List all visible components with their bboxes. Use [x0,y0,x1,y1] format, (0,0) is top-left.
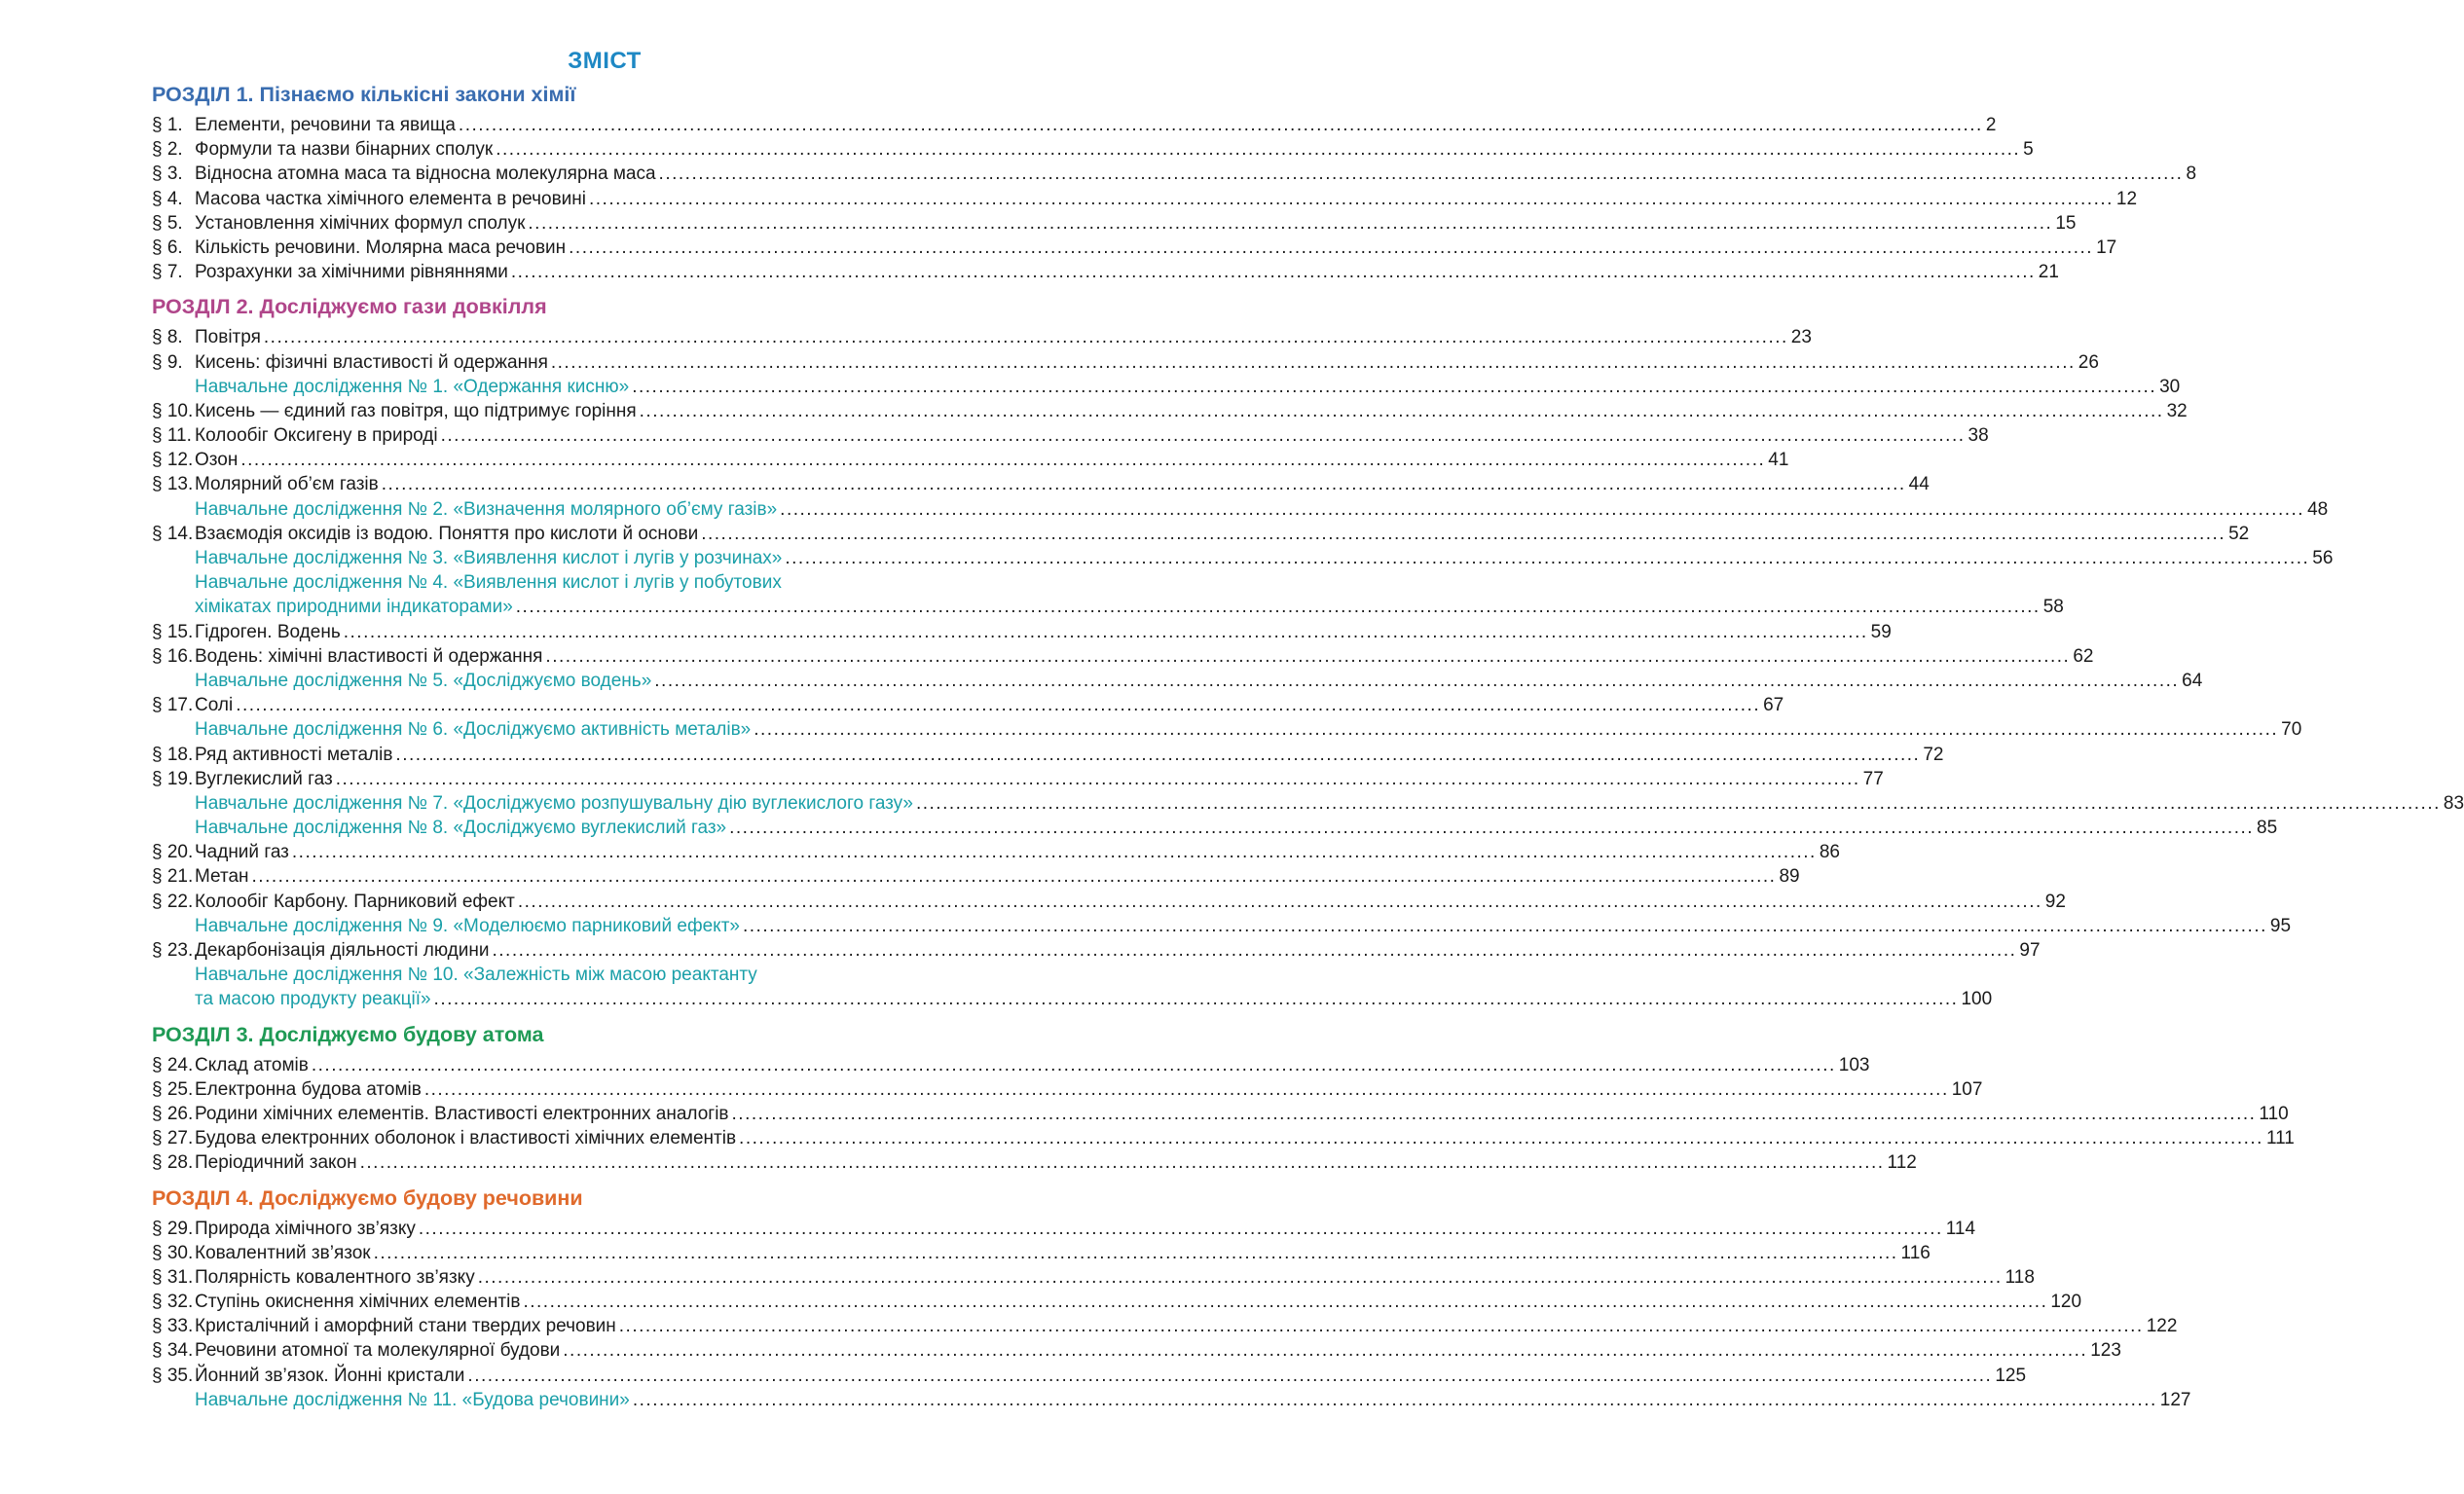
paragraph-number: § 16. [152,645,194,667]
page-number: 48 [2307,498,2329,520]
entry-title: Розрахунки за хімічними рівняннями [195,262,508,283]
entry-title: Ряд активності металів [195,744,393,765]
paragraph-number: § 18. [152,744,194,765]
dot-leader [563,1338,2087,1363]
entry-title: Кількість речовини. Молярна маса речовин [195,237,567,258]
dot-leader [545,644,2070,669]
dot-leader [516,595,2041,619]
dot-leader [478,1265,2003,1290]
paragraph-number: § 34. [152,1340,194,1362]
paragraph-number: § 29. [152,1218,194,1239]
entry-title: Природа хімічного зв’язку [195,1218,416,1239]
dot-leader [633,1388,2157,1412]
page-number: 100 [1961,989,1993,1010]
paragraph-number: § 13. [152,474,194,495]
page-number: 12 [2115,188,2138,209]
entry-title: Навчальне дослідження № 10. «Залежність між масою реактанту [195,965,757,986]
toc-lab-entry[interactable] [152,963,1057,987]
page-number: 5 [2023,139,2034,161]
entry-title: Періодичний закон [195,1152,357,1174]
toc-lab-entry[interactable] [152,375,2181,399]
dot-leader [739,1126,2263,1150]
dot-leader [518,890,2042,914]
dot-leader [419,1217,1943,1241]
dot-leader [434,987,1959,1011]
entry-title: Відносна атомна маса та відносна молекулярна маса [195,164,656,185]
paragraph-number: § 3. [152,164,183,185]
toc-entry[interactable] [152,1217,1976,1241]
entry-title: Навчальне дослідження № 7. «Досліджуємо розпушувальну дію вуглекислого газу» [195,792,913,814]
page-number: 116 [1900,1242,1931,1263]
paragraph-number: § 9. [152,351,183,373]
toc-lab-entry[interactable] [152,816,2278,840]
dot-leader [551,350,2076,375]
paragraph-number: § 24. [152,1054,194,1075]
toc-lab-entry[interactable] [152,791,2464,816]
dot-leader [252,864,1777,889]
paragraph-number: § 2. [152,139,183,161]
page-number: 83 [2443,792,2464,814]
paragraph-number: § 26. [152,1103,194,1124]
dot-leader [732,1102,2257,1126]
page-number: 120 [2050,1292,2082,1313]
entry-title: Повітря [195,327,261,348]
page-number: 107 [1951,1078,1983,1100]
entry-title: Молярний об’єм газів [195,474,379,495]
dot-leader [523,1290,2047,1314]
entry-title: Полярність ковалентного зв’язку [195,1266,475,1288]
paragraph-number: § 28. [152,1152,194,1174]
page-number: 110 [2259,1103,2289,1124]
entry-title: Електронна будова атомів [195,1078,422,1100]
dot-leader [569,236,2093,260]
paragraph-number: § 15. [152,621,194,642]
toc-entry[interactable] [152,840,1840,864]
entry-title: Кисень: фізичні властивості й одержання [195,351,548,373]
page-number: 41 [1768,450,1789,471]
dot-leader [240,448,1765,472]
entry-title: Чадний газ [195,842,289,863]
dot-leader [785,546,2309,570]
paragraph-number: § 20. [152,842,194,863]
entry-title: Навчальне дослідження № 11. «Будова речовини» [195,1389,630,1410]
toc-entry[interactable] [152,1053,1870,1077]
toc-entry[interactable] [152,1150,1917,1175]
entry-title: Ковалентний зв’язок [195,1242,371,1263]
entry-title: Масова частка хімічного елемента в речовині [195,188,586,209]
entry-title: Гідроген. Водень [195,621,341,642]
paragraph-number: § 1. [152,115,183,135]
page-number: 70 [2281,719,2302,741]
entry-title: Формули та назви бінарних сполук [195,139,494,161]
page-number: 2 [1985,115,1997,135]
toc-entry[interactable] [152,1338,2121,1363]
dot-leader [374,1241,1898,1265]
dot-leader [754,717,2278,742]
entry-title: Озон [195,450,239,471]
paragraph-number: § 30. [152,1242,194,1263]
page-number: 127 [2159,1389,2191,1410]
dot-leader [632,375,2156,399]
paragraph-number: § 31. [152,1266,194,1288]
entry-title: Йонний зв’язок. Йонні кристали [195,1365,465,1386]
toc-entry[interactable] [152,187,2138,211]
entry-title: Кисень — єдиний газ повітря, що підтримує горіння [195,400,637,421]
toc-entry[interactable] [152,1290,2082,1314]
toc-entry[interactable] [152,137,2034,162]
paragraph-number: § 10. [152,400,194,421]
toc-entry[interactable] [152,1265,2035,1290]
toc-entry[interactable] [152,162,2197,186]
paragraph-number: § 23. [152,940,194,961]
toc-lab-entry[interactable] [152,1388,2191,1412]
toc-entry[interactable] [152,644,2094,669]
toc-entry[interactable] [152,1126,2295,1150]
dot-leader [467,1364,1992,1388]
dot-leader [701,522,2225,546]
page-number: 67 [1763,695,1784,716]
dot-leader [916,791,2441,816]
entry-title: Колообіг Оксигену в природі [195,425,438,447]
dot-leader [292,840,1817,864]
page-number: 123 [2090,1340,2121,1362]
toc-entry[interactable] [152,399,2188,423]
paragraph-number: § 14. [152,523,194,544]
toc-entry[interactable] [152,236,2117,260]
toc-entry[interactable] [152,1314,2178,1338]
toc-lab-entry[interactable] [152,546,2334,570]
page-number: 59 [1870,621,1892,642]
page-number: 62 [2073,645,2094,667]
entry-title: Взаємодія оксидів із водою. Поняття про кислоти й основи [195,523,699,544]
paragraph-number: § 12. [152,450,194,471]
entry-title: Будова електронних оболонок і властивості хімічних елементів [195,1128,737,1149]
page-number: 56 [2312,548,2334,568]
entry-title: Солі [195,695,234,716]
toc-lab-entry[interactable] [152,914,2292,938]
toc-entry[interactable] [152,211,2077,236]
entry-title: Навчальне дослідження № 8. «Досліджуємо вуглекислий газ» [195,818,727,839]
dot-leader [589,187,2114,211]
toc-entry[interactable] [152,350,2099,375]
entry-title: Водень: хімічні властивості й одержання [195,645,543,667]
paragraph-number: § 32. [152,1292,194,1313]
page-number: 58 [2042,597,2064,618]
page-number: 64 [2182,670,2203,691]
page-number: 8 [2186,164,2197,185]
toc-lab-entry[interactable] [152,717,2302,742]
toc-lab-entry[interactable] [152,570,1057,595]
page-number: 103 [1838,1054,1870,1075]
page-number: 77 [1862,768,1884,789]
dot-leader [441,423,1966,448]
dot-leader [312,1053,1836,1077]
entry-title: Навчальне дослідження № 3. «Виявлення кислот і лугів у розчинах» [195,548,783,568]
dot-leader [395,743,1920,767]
page-number: 38 [1968,425,1989,447]
page-number: 92 [2044,891,2066,912]
entry-title: Навчальне дослідження № 2. «Визначення молярного об’єму газів» [195,498,778,520]
entry-title: Навчальне дослідження № 1. «Одержання кисню» [195,376,630,397]
paragraph-number: § 4. [152,188,183,209]
toc-entry[interactable] [152,1364,2027,1388]
dot-leader [654,669,2179,693]
toc-entry[interactable] [152,448,1789,472]
entry-title: Метан [195,866,249,888]
entry-title: Декарбонізація діяльності людини [195,940,490,961]
dot-leader [492,938,2016,963]
toc-entry[interactable] [152,1077,1983,1102]
toc-entry[interactable] [152,938,2041,963]
entry-title: Склад атомів [195,1054,309,1075]
paragraph-number: § 17. [152,695,194,716]
page-number: 30 [2159,376,2181,397]
section-heading: РОЗДІЛ 3. Досліджуємо будову атома [152,1022,544,1046]
entry-title: Кристалічний і аморфний стани твердих речовин [195,1316,616,1337]
toc-entry[interactable] [152,767,1884,791]
toc-entry[interactable] [152,620,1892,644]
toc-entry[interactable] [152,260,2059,284]
toc-entry[interactable] [152,113,1997,137]
toc-entry[interactable] [152,472,1930,496]
page-number: 118 [2004,1266,2035,1288]
entry-title: Ступінь окиснення хімічних елементів [195,1292,521,1313]
dot-leader [496,137,2020,162]
dot-leader [511,260,2036,284]
page-number: 85 [2257,818,2278,839]
entry-title: Речовини атомної та молекулярної будови [195,1340,561,1362]
dot-leader [619,1314,2144,1338]
toc-entry[interactable] [152,864,1800,889]
section-heading: РОЗДІЛ 4. Досліджуємо будову речовини [152,1185,583,1210]
page-number: 21 [2038,262,2059,283]
page-number: 97 [2019,940,2041,961]
entry-title: хімікатах природними індикаторами» [195,597,513,618]
page-number: 122 [2146,1316,2178,1337]
paragraph-number: § 21. [152,866,194,888]
entry-title: та масою продукту реакції» [195,989,431,1010]
dot-leader [424,1077,1949,1102]
page-number: 52 [2228,523,2250,544]
dot-leader [336,767,1860,791]
page-title: ЗМІСТ [568,48,642,74]
toc-lab-entry[interactable] [152,595,2064,619]
toc-entry[interactable] [152,693,1784,717]
toc-entry[interactable] [152,890,2066,914]
entry-title: Навчальне дослідження № 5. «Досліджуємо водень» [195,670,652,691]
toc-lab-entry[interactable] [152,669,2203,693]
toc-entry[interactable] [152,423,1989,448]
entry-title: Установлення хімічних формул сполук [195,212,526,234]
paragraph-number: § 33. [152,1316,194,1337]
page-number: 112 [1887,1152,1917,1174]
entry-title: Колообіг Карбону. Парниковий ефект [195,891,515,912]
paragraph-number: § 22. [152,891,194,912]
page-number: 89 [1779,866,1800,888]
toc-lab-entry[interactable] [152,987,1993,1011]
entry-title: Навчальне дослідження № 4. «Виявлення кислот і лугів у побутових [195,572,782,594]
dot-leader [264,325,1788,349]
entry-title: Родини хімічних елементів. Властивості електронних аналогів [195,1103,729,1124]
dot-leader [236,693,1760,717]
page-number: 26 [2078,351,2099,373]
entry-title: Елементи, речовини та явища [195,115,456,135]
dot-leader [459,113,1983,137]
paragraph-number: § 5. [152,212,183,234]
page-number: 86 [1819,842,1840,863]
paragraph-number: § 35. [152,1365,194,1386]
page-number: 44 [1908,474,1930,495]
page-number: 72 [1923,744,1944,765]
page-number: 111 [2265,1128,2295,1149]
dot-leader [360,1150,1885,1175]
dot-leader [344,620,1868,644]
dot-leader [729,816,2254,840]
paragraph-number: § 8. [152,327,183,348]
page-number: 114 [1945,1218,1976,1239]
entry-title: Навчальне дослідження № 6. «Досліджуємо активність металів» [195,719,752,741]
dot-leader [780,497,2304,522]
paragraph-number: § 27. [152,1128,194,1149]
page-number: 32 [2166,400,2188,421]
page-number: 23 [1790,327,1812,348]
paragraph-number: § 19. [152,768,194,789]
toc-entry[interactable] [152,743,1944,767]
section-heading: РОЗДІЛ 2. Досліджуємо гази довкілля [152,295,547,319]
toc-entry[interactable] [152,325,1812,349]
entry-title: Навчальне дослідження № 9. «Моделюємо парниковий ефект» [195,915,740,936]
toc-lab-entry[interactable] [152,497,2329,522]
entry-title: Вуглекислий газ [195,768,333,789]
table-of-contents [152,43,2464,1412]
dot-leader [640,399,2164,423]
paragraph-number: § 25. [152,1078,194,1100]
page-number: 15 [2055,212,2077,234]
page-number: 95 [2269,915,2292,936]
section-heading: РОЗДІЛ 1. Пізнаємо кількісні закони хімії [152,83,576,106]
toc-sections [152,82,2464,1412]
toc-entry[interactable] [152,522,2250,546]
dot-leader [382,472,1906,496]
dot-leader [743,914,2267,938]
page-number: 125 [1995,1365,2027,1386]
dot-leader [528,211,2052,236]
paragraph-number: § 11. [152,425,192,447]
dot-leader [659,162,2184,186]
page-number: 17 [2096,237,2117,258]
toc-entry[interactable] [152,1241,1931,1265]
paragraph-number: § 6. [152,237,183,258]
toc-entry[interactable] [152,1102,2289,1126]
paragraph-number: § 7. [152,262,183,283]
